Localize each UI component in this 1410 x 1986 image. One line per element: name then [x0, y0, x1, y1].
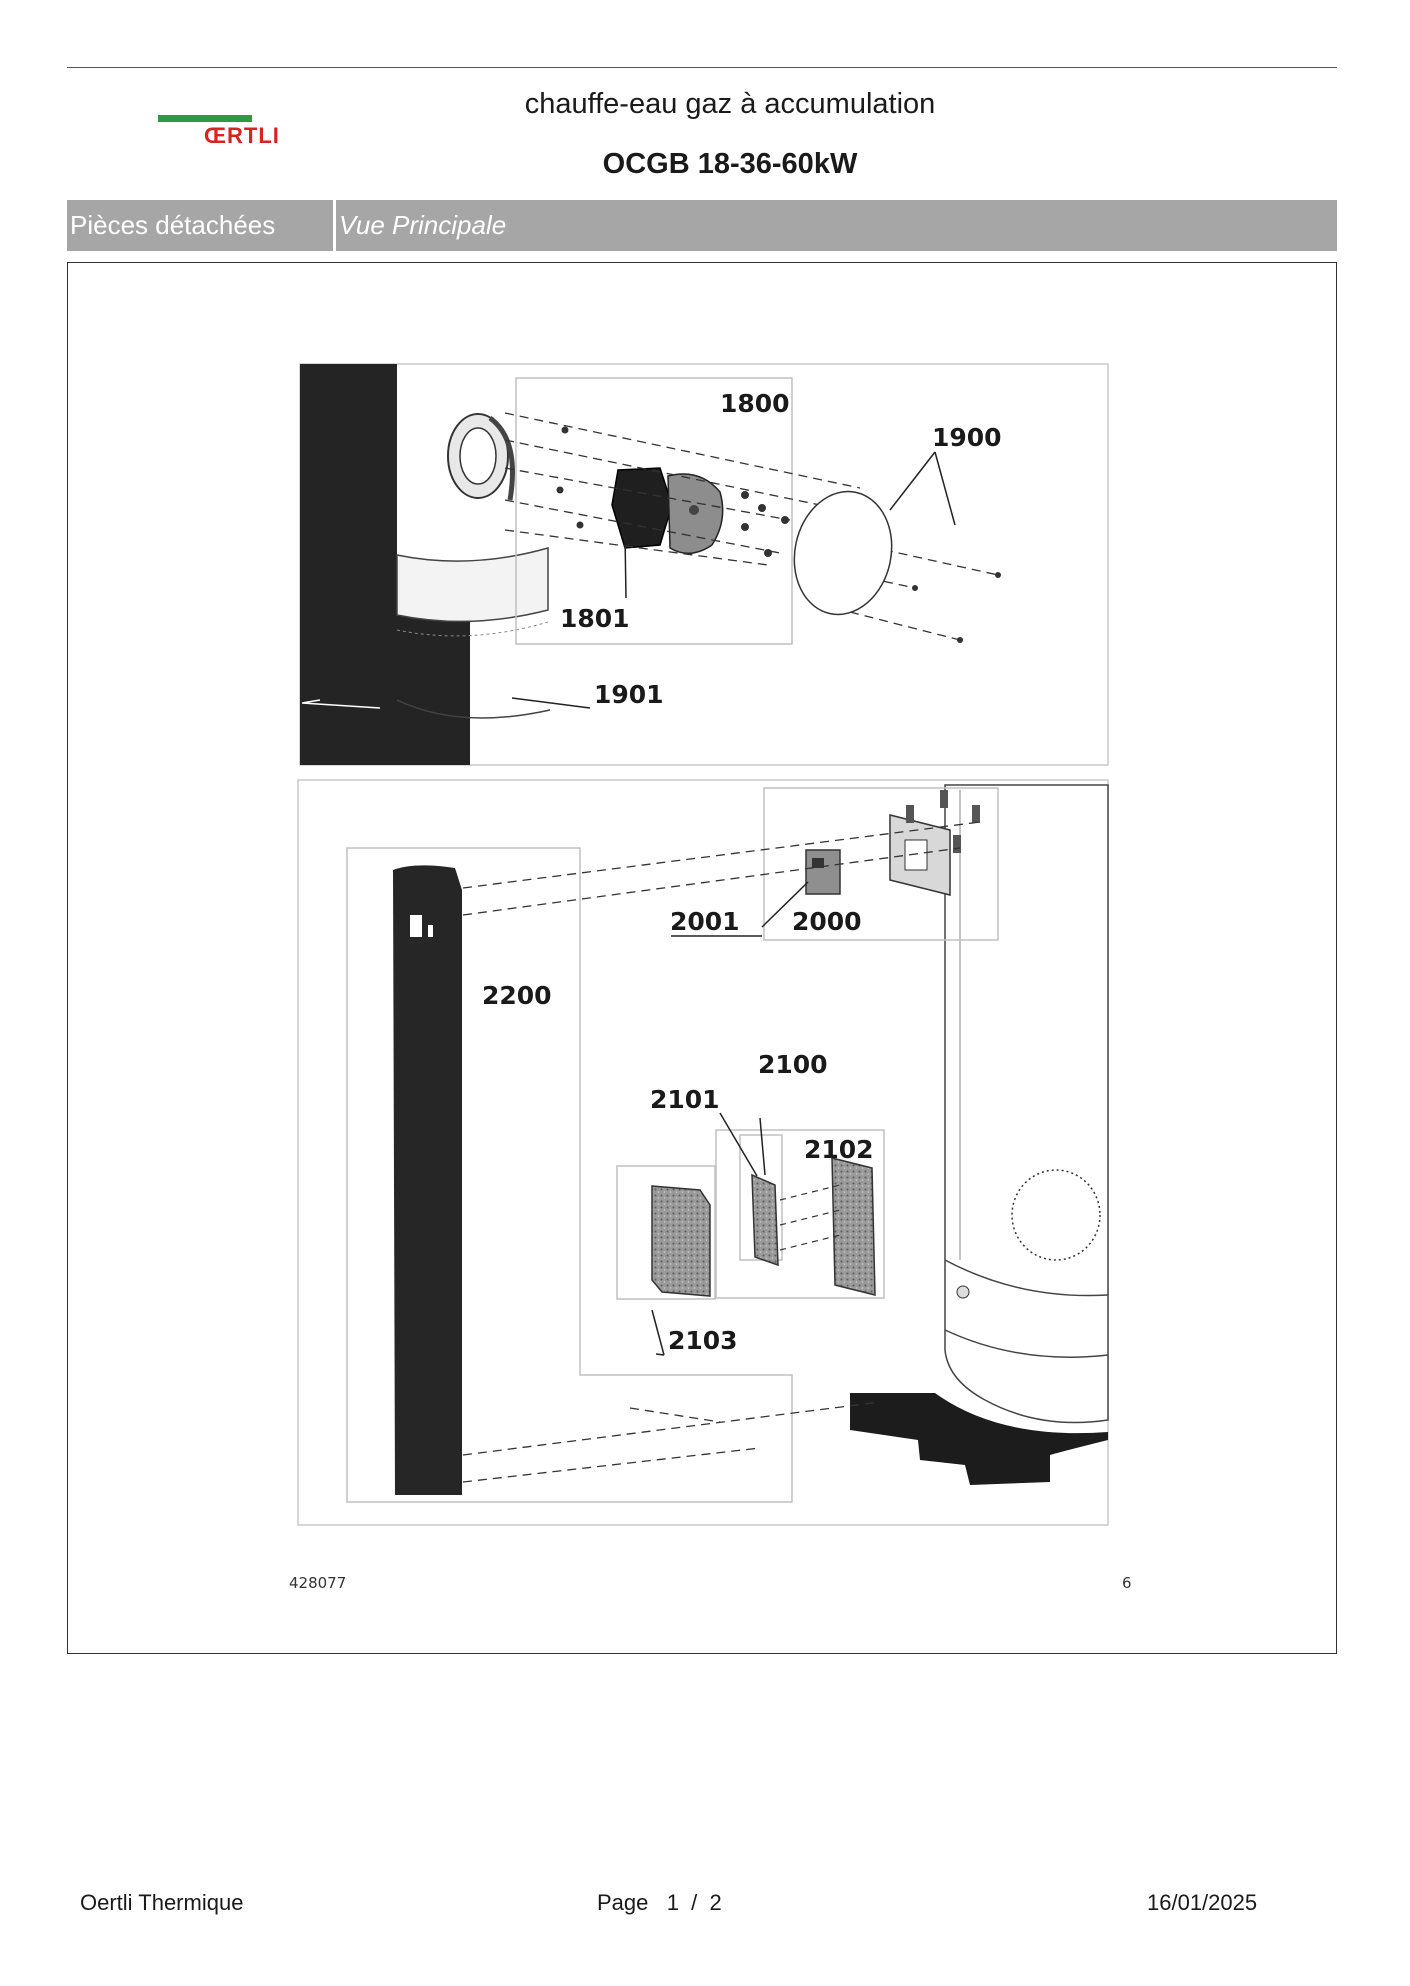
tank-body	[945, 785, 1108, 1423]
logo-text: ŒRTLI	[204, 123, 280, 148]
board-2101	[752, 1175, 778, 1265]
callout-2103: 2103	[668, 1326, 738, 1355]
inspection-cover-1900	[783, 482, 903, 623]
tank-band-shape	[397, 548, 548, 621]
callout-1900: 1900	[932, 423, 1002, 452]
burner-body-1801	[612, 468, 672, 548]
callout-1801: 1801	[560, 604, 630, 633]
burner-panel	[300, 364, 1108, 765]
section-view-title: Vue Principale	[339, 210, 507, 240]
callout-2200: 2200	[482, 981, 552, 1010]
callout-2100: 2100	[758, 1050, 828, 1079]
cover-2103	[652, 1186, 710, 1296]
section-category: Pièces détachées	[70, 210, 276, 240]
plate-2102	[832, 1158, 875, 1295]
footer-company: Oertli Thermique	[80, 1890, 244, 1915]
callout-2102: 2102	[804, 1135, 874, 1164]
footer-date: 16/01/2025	[1147, 1890, 1258, 1915]
tank-inspection-opening	[1012, 1170, 1100, 1260]
callout-2101: 2101	[650, 1085, 720, 1114]
callout-1800: 1800	[720, 389, 790, 418]
switch-2001	[806, 850, 840, 894]
footer-page-indicator: Page 1 / 2	[597, 1890, 722, 1915]
callout-1901: 1901	[594, 680, 664, 709]
control-panel	[298, 780, 1108, 1525]
document-model: OCGB 18-36-60kW	[602, 148, 858, 180]
document-title: chauffe-eau gaz à accumulation	[524, 88, 936, 120]
drawing-number: 428077	[289, 1574, 347, 1592]
sheet-number: 6	[1122, 1574, 1132, 1592]
callout-2001: 2001	[670, 907, 740, 936]
front-casing-2200	[393, 865, 462, 1495]
callout-2000: 2000	[792, 907, 862, 936]
